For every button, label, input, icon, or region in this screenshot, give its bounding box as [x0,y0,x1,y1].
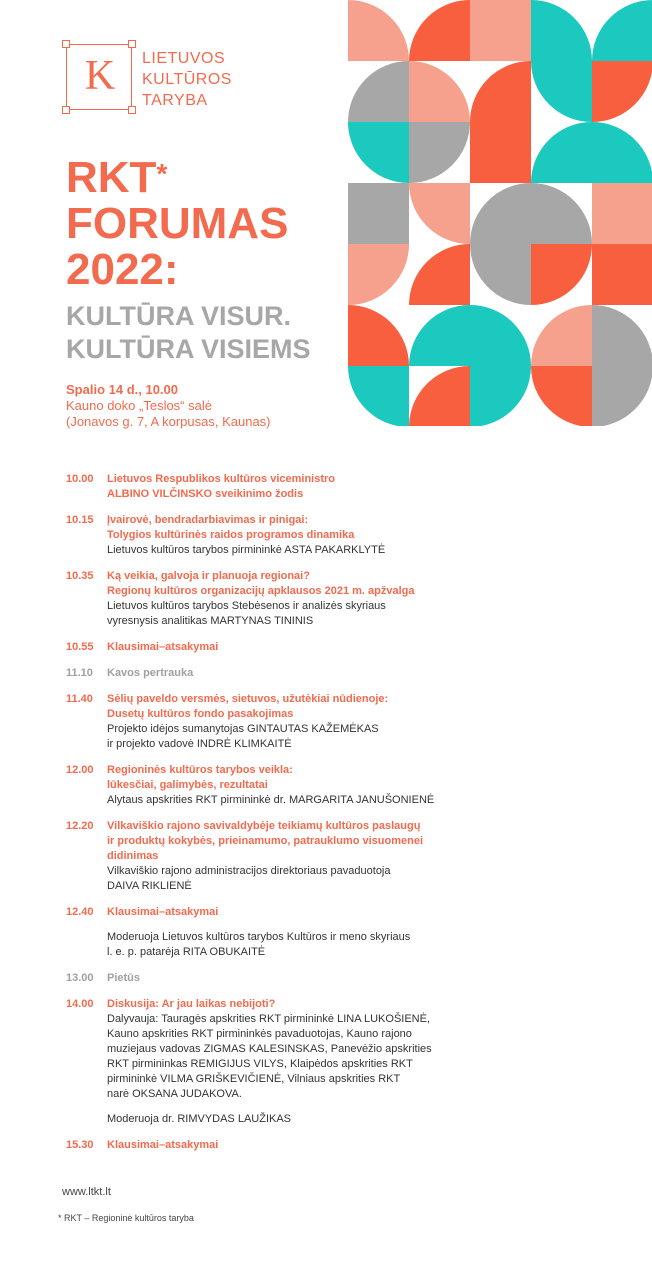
program-item [66,569,486,629]
pattern-shape [470,366,531,426]
program-detail: pirmininkė VILMA GRIŠKEVIČIENĖ, Vilniaus apskrities RKT [107,1073,401,1085]
pattern-shape [409,244,470,305]
title-line-3: 2022: [66,245,179,294]
subtitle-line-1: KULTŪRA VISUR. [66,301,291,331]
program-content [107,819,486,894]
program-heading: Klausimai–atsakymai [107,641,219,653]
pattern-shape [531,244,592,305]
program-item [66,1138,486,1153]
program-item [66,640,486,655]
program-content [107,569,486,629]
program-detail: Dalyvauja: Tauragės apskrities RKT pirmininkė LINA LUKOŠIENĖ, [107,1013,431,1025]
program-moderator: Moderuoja Lietuvos kultūros tarybos Kultūros ir meno skyriaus [107,931,411,943]
program-detail: RKT pirmininkas REMIGIJUS VILYS, Klaipėdos apskrities RKT [107,1058,413,1070]
program-item [66,997,486,1127]
event-address: (Jonavos g. 7, A korpusas, Kaunas) [66,414,271,429]
logo-line-1: LIETUVOS [142,50,226,67]
logo [66,44,232,114]
pattern-shape [592,366,652,426]
pattern-shape [348,244,409,305]
program-item [66,472,486,502]
program-time: 10.15 [66,514,94,526]
program-time: 10.55 [66,641,94,653]
title-asterisk: * [156,158,168,189]
pattern-shape [470,122,531,183]
program-time: 15.30 [66,1139,94,1151]
pattern-shape [470,305,531,366]
page-title [66,155,288,293]
pattern-shape [592,61,652,122]
pattern-shape [470,0,531,61]
pattern-shape [531,305,592,366]
program-heading: Regioninės kultūros tarybos veikla: [107,764,293,776]
program-time: 10.00 [66,473,94,485]
program-detail: Projekto idėjos sumanytojas GINTAUTAS KAŽEMĖKAS [107,723,379,735]
website-url: www.ltkt.lt [62,1186,111,1198]
program-content [107,513,486,558]
program-item [66,692,486,752]
program-heading: Lietuvos Respublikos kultūros viceministro [107,473,335,485]
program-detail: Lietuvos kultūros tarybos pirmininkė ASTA PAKARKLYTĖ [107,544,386,556]
pattern-shape [531,0,592,61]
logo-text [142,48,232,111]
pattern-shape [592,244,652,305]
event-venue: Kauno doko „Teslos“ salė [66,398,212,413]
footnote: * RKT – Regioninė kultūros taryba [58,1213,194,1223]
program-time: 12.00 [66,764,94,776]
page-subtitle [66,300,311,366]
pattern-shape [531,183,592,244]
pattern-shape [470,61,531,122]
pattern-shape [348,122,409,183]
event-date: Spalio 14 d., 10.00 [66,382,178,397]
decorative-pattern [348,0,652,426]
program-heading: Ką veikia, galvoja ir planuoja regionai? [107,570,310,582]
program-heading: lūkesčiai, galimybės, rezultatai [107,779,268,791]
program-item [66,905,486,960]
program-time: 11.40 [66,693,93,705]
pattern-shape [348,305,409,366]
pattern-shape [409,61,470,122]
program-heading: Diskusija: Ar jau laikas nebijoti? [107,998,276,1010]
logo-letter: K [84,53,116,99]
pattern-shape [409,305,470,366]
pattern-shape [531,366,592,426]
logo-line-2: KULTŪROS [142,71,232,88]
program-content [107,997,486,1127]
program-moderator: l. e. p. patarėja RITA OBUKAITĖ [107,946,266,958]
pattern-shape [592,0,652,61]
program-heading: ALBINO VILČINSKO sveikinimo žodis [107,488,304,500]
program-content [107,640,486,655]
program-detail: vyresnysis analitikas MARTYNAS TININIS [107,615,314,627]
program-time: 14.00 [66,998,94,1010]
pattern-shape [531,61,592,122]
pattern-shape [409,366,470,426]
program-detail: DAIVA RIKLIENĖ [107,880,192,892]
program-heading: Tolygios kultūrinės raidos programos dinamika [107,529,355,541]
pattern-shape [348,61,409,122]
pattern-shape [470,244,531,305]
logo-emblem [66,44,132,110]
logo-line-3: TARYBA [142,92,208,109]
program-detail: Kauno apskrities RKT pirmininkės pavaduotojas, Kauno rajono [107,1028,412,1040]
pattern-shape [592,122,652,183]
program-heading: Pietūs [107,972,141,984]
program-detail: Lietuvos kultūros tarybos Stebėsenos ir analizės skyriaus [107,600,386,612]
program-time: 12.40 [66,906,94,918]
program-heading: ir produktų kokybės, prieinamumo, patrauklumo visuomenei [107,835,424,847]
program-heading: Įvairovė, bendradarbiavimas ir pinigai: [107,514,309,526]
pattern-shape [531,122,592,183]
title-line-1: RKT [66,153,157,202]
pattern-shape [409,122,470,183]
pattern-shape [470,183,531,244]
pattern-shape [409,183,470,244]
pattern-shape [592,305,652,366]
program-content [107,905,486,960]
program-moderator: Moderuoja dr. RIMVYDAS LAUŽIKAS [107,1113,292,1125]
program-time: 10.35 [66,570,94,582]
program-content [107,763,486,808]
program-heading: Klausimai–atsakymai [107,906,219,918]
program-content [107,692,486,752]
program-heading: Regionų kultūros organizacijų apklausos 2021 m. apžvalga [107,585,415,597]
program-list [66,472,486,1164]
pattern-shape [348,183,409,244]
pattern-shape [348,0,409,61]
program-heading: Klausimai–atsakymai [107,1139,219,1151]
program-detail: narė OKSANA JUDAKOVA. [107,1088,242,1100]
program-item [66,971,486,986]
program-content [107,971,486,986]
pattern-shape [592,183,652,244]
program-time: 12.20 [66,820,94,832]
program-heading: Dusetų kultūros fondo pasakojimas [107,708,294,720]
program-content [107,472,486,502]
program-item [66,513,486,558]
program-heading: didinimas [107,850,159,862]
program-detail: Vilkaviškio rajono administracijos direktoriaus pavaduotoja [107,865,391,877]
pattern-shape [409,0,470,61]
title-line-2: FORUMAS [66,199,289,248]
event-info [66,382,271,430]
program-heading: Sėlių paveldo versmės, sietuvos, užutėkiai nūdienoje: [107,693,389,705]
program-detail: muziejaus vadovas ZIGMAS KALESINSKAS, Panevėžio apskrities [107,1043,432,1055]
program-item [66,666,486,681]
subtitle-line-2: KULTŪRA VISIEMS [66,334,311,364]
program-item [66,819,486,894]
program-heading: Kavos pertrauka [107,667,194,679]
program-time: 11.10 [66,667,93,679]
program-heading: Vilkaviškio rajono savivaldybėje teikiamų kultūros paslaugų [107,820,421,832]
program-detail: Alytaus apskrities RKT pirmininkė dr. MARGARITA JANUŠONIENĖ [107,794,435,806]
program-content [107,666,486,681]
program-detail: ir projekto vadovė INDRĖ KLIMKAITĖ [107,738,292,750]
program-content [107,1138,486,1153]
pattern-shape [348,366,409,426]
program-item [66,763,486,808]
program-time: 13.00 [66,972,94,984]
